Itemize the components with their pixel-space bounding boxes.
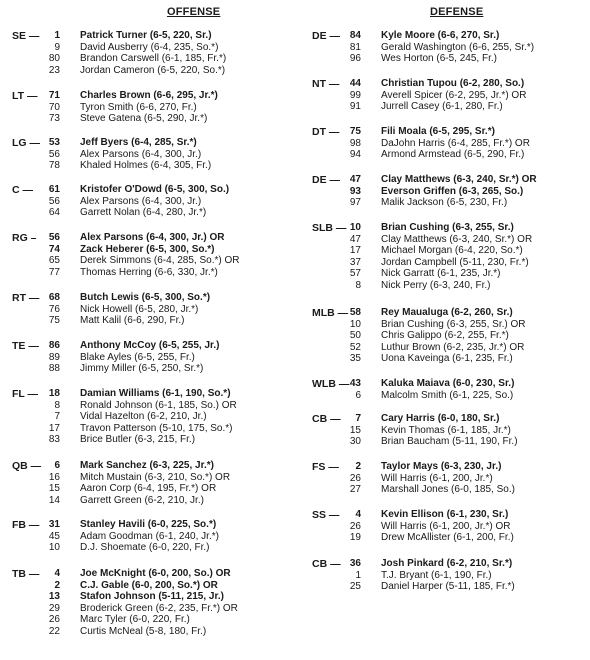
position-label: DT — [312, 126, 340, 138]
jersey-number: 26 [48, 614, 60, 625]
position-label: TE — [12, 340, 39, 352]
player-info: Garrett Green (6-2, 210, Jr.) [80, 494, 204, 506]
position-label: CB — [312, 558, 341, 570]
jersey-number: 78 [48, 160, 60, 171]
player-info: Charles Brown (6-6, 295, Jr.*) [80, 90, 218, 101]
jersey-number: 19 [349, 532, 361, 543]
player-info: Will Harris (6-1, 200, Jr.*) [381, 472, 493, 484]
player-info: Marshall Jones (6-0, 185, So.) [381, 484, 515, 495]
jersey-number: 4 [54, 568, 60, 579]
position-label: QB — [12, 460, 42, 472]
player-info: Thomas Herring (6-6, 330, Jr.*) [80, 266, 218, 278]
player-info: Nick Perry (6-3, 240, Fr.) [381, 279, 491, 291]
player-info: C.J. Gable (6-0, 200, So.*) OR [80, 579, 218, 591]
player-info: Drew McAllister (6-1, 200, Fr.) [381, 532, 514, 543]
player-info: Derek Simmons (6-4, 285, So.*) OR [80, 255, 240, 266]
player-info: Steve Gatena (6-5, 290, Jr.*) [80, 113, 208, 124]
position-label: LT — [12, 90, 38, 102]
player-info: Adam Goodman (6-1, 240, Jr.*) [80, 530, 219, 542]
player-info: Kaluka Maiava (6-0, 230, Sr.) [381, 378, 515, 389]
jersey-number: 23 [48, 64, 60, 76]
jersey-number: 8 [355, 279, 361, 291]
position-label: WLB — [312, 378, 350, 390]
player-info: Alex Parsons (6-4, 300, Jr.) [80, 195, 202, 207]
player-info: Chris Galippo (6-2, 255, Fr.*) [381, 330, 509, 341]
position-label: LG — [12, 137, 40, 149]
jersey-number: 15 [48, 483, 60, 494]
position-label: SE — [12, 30, 40, 42]
jersey-number: 97 [349, 197, 361, 208]
jersey-number: 37 [349, 256, 361, 268]
jersey-number: 77 [48, 266, 60, 278]
player-info: Will Harris (6-1, 200, Jr.*) OR [381, 520, 511, 532]
jersey-number: 45 [48, 530, 60, 542]
player-info: Stafon Johnson (5-11, 215, Jr.) [80, 591, 224, 602]
jersey-number: 2 [54, 579, 60, 591]
player-info: Cary Harris (6-0, 180, Sr.) [381, 413, 500, 424]
player-info: Everson Griffen (6-3, 265, So.) [381, 185, 524, 197]
jersey-number: 17 [48, 422, 60, 434]
jersey-number: 84 [349, 30, 361, 41]
position-label: DE — [312, 30, 341, 42]
jersey-number: 61 [48, 184, 60, 195]
jersey-number: 93 [349, 185, 361, 197]
jersey-number: 6 [54, 460, 60, 471]
jersey-number: 71 [48, 90, 60, 101]
position-label: FS — [312, 461, 339, 473]
player-info: Joe McKnight (6-0, 200, So.) OR [80, 568, 231, 579]
player-info: Blake Ayles (6-5, 255, Fr.) [80, 351, 195, 363]
jersey-number: 25 [349, 581, 361, 592]
position-label: DE — [312, 174, 341, 186]
jersey-number: 50 [349, 330, 361, 341]
jersey-number: 98 [349, 137, 361, 149]
jersey-number: 89 [48, 351, 60, 363]
jersey-number: 7 [355, 413, 361, 424]
player-info: Butch Lewis (6-5, 300, So.*) [80, 292, 211, 303]
jersey-number: 18 [48, 388, 60, 399]
player-info: Anthony McCoy (6-5, 255, Jr.) [80, 340, 220, 351]
player-info: Brian Cushing (6-3, 255, Sr.) OR [381, 318, 526, 330]
jersey-number: 31 [48, 519, 60, 530]
jersey-number: 13 [48, 591, 60, 602]
player-info: Zack Heberer (6-5, 300, So.*) [80, 243, 215, 255]
player-info: Broderick Green (6-2, 235, Fr.*) OR [80, 602, 238, 614]
jersey-number: 36 [349, 558, 361, 569]
player-info: Clay Matthews (6-3, 240, Sr.*) OR [381, 174, 537, 185]
player-info: Nick Howell (6-5, 280, Jr.*) [80, 303, 199, 315]
jersey-number: 9 [54, 41, 60, 53]
player-info: Brian Baucham (5-11, 190, Fr.) [381, 436, 518, 447]
player-info: Kevin Ellison (6-1, 230, Sr.) [381, 509, 509, 520]
jersey-number: 26 [349, 520, 361, 532]
player-info: Marc Tyler (6-0, 220, Fr.) [80, 614, 190, 625]
jersey-number: 58 [349, 307, 361, 318]
jersey-number: 65 [48, 255, 60, 266]
jersey-number: 81 [349, 41, 361, 53]
player-info: Damian Williams (6-1, 190, So.*) [80, 388, 231, 399]
player-info: Luthur Brown (6-2, 235, Jr.*) OR [381, 341, 525, 353]
position-label: FB — [12, 519, 40, 531]
player-info: Khaled Holmes (6-4, 305, Fr.) [80, 160, 212, 171]
jersey-number: 10 [349, 222, 361, 233]
jersey-number: 56 [48, 148, 60, 160]
player-info: Mark Sanchez (6-3, 225, Jr.*) [80, 460, 214, 471]
player-info: D.J. Shoemate (6-0, 220, Fr.) [80, 542, 210, 553]
position-label: TB — [12, 568, 40, 580]
jersey-number: 43 [349, 378, 361, 389]
player-info: Curtis McNeal (5-8, 180, Fr.) [80, 625, 207, 637]
player-info: Patrick Turner (6-5, 220, Sr.) [80, 30, 212, 41]
jersey-number: 52 [349, 341, 361, 353]
jersey-number: 88 [48, 363, 60, 374]
jersey-number: 14 [48, 494, 60, 506]
jersey-number: 10 [48, 542, 60, 553]
player-info: Wes Horton (6-5, 245, Fr.) [381, 53, 497, 64]
position-label: C — [12, 184, 33, 196]
player-info: Brandon Carswell (6-1, 185, Fr.*) [80, 53, 227, 64]
jersey-number: 30 [349, 436, 361, 447]
jersey-number: 10 [349, 318, 361, 330]
jersey-number: 26 [349, 472, 361, 484]
player-info: Travon Patterson (5-10, 175, So.*) [80, 422, 233, 434]
player-info: Jimmy Miller (6-5, 250, Sr.*) [80, 363, 204, 374]
player-info: Uona Kaveinga (6-1, 235, Fr.) [381, 353, 513, 364]
jersey-number: 6 [355, 389, 361, 401]
player-info: Nick Garratt (6-1, 235, Jr.*) [381, 268, 501, 279]
jersey-number: 56 [48, 195, 60, 207]
jersey-number: 86 [48, 340, 60, 351]
jersey-number: 27 [349, 484, 361, 495]
player-info: Kristofer O'Dowd (6-5, 300, So.) [80, 184, 230, 195]
jersey-number: 15 [349, 424, 361, 436]
offense-header: OFFENSE [167, 6, 221, 18]
position-label: RG – [12, 232, 37, 244]
jersey-number: 56 [48, 232, 60, 243]
player-info: Jeff Byers (6-4, 285, Sr.*) [80, 137, 197, 148]
jersey-number: 68 [48, 292, 60, 303]
player-info: T.J. Bryant (6-1, 190, Fr.) [381, 569, 492, 581]
position-label: NT — [312, 78, 340, 90]
player-info: Michael Morgan (6-4, 220, So.*) [381, 245, 523, 256]
player-info: Clay Matthews (6-3, 240, Sr.*) OR [381, 233, 533, 245]
jersey-number: 75 [48, 315, 60, 326]
jersey-number: 7 [54, 411, 60, 422]
player-info: Gerald Washington (6-6, 255, Sr.*) [381, 41, 535, 53]
defense-header: DEFENSE [430, 6, 484, 18]
player-info: Tyron Smith (6-6, 270, Fr.) [80, 101, 197, 113]
jersey-number: 96 [349, 53, 361, 64]
player-info: Malik Jackson (6-5, 230, Fr.) [381, 197, 508, 208]
jersey-number: 76 [48, 303, 60, 315]
jersey-number: 57 [349, 268, 361, 279]
player-info: Ronald Johnson (6-1, 185, So.) OR [80, 399, 237, 411]
player-info: DaJohn Harris (6-4, 285, Fr.*) OR [381, 137, 530, 149]
jersey-number: 75 [349, 126, 361, 137]
player-info: Christian Tupou (6-2, 280, So.) [381, 78, 525, 89]
jersey-number: 47 [349, 174, 361, 185]
jersey-number: 83 [48, 434, 60, 445]
player-info: Alex Parsons (6-4, 300, Jr.) [80, 148, 202, 160]
jersey-number: 80 [48, 53, 60, 64]
position-label: FL — [12, 388, 39, 400]
jersey-number: 94 [349, 149, 361, 160]
jersey-number: 64 [48, 207, 60, 218]
player-info: Vidal Hazelton (6-2, 210, Jr.) [80, 411, 207, 422]
jersey-number: 22 [48, 625, 60, 637]
jersey-number: 1 [355, 569, 361, 581]
player-info: Averell Spicer (6-2, 295, Jr.*) OR [381, 89, 527, 101]
jersey-number: 2 [355, 461, 361, 472]
jersey-number: 74 [48, 243, 60, 255]
jersey-number: 4 [355, 509, 361, 520]
position-label: MLB — [312, 307, 349, 319]
player-info: David Ausberry (6-4, 235, So.*) [80, 41, 219, 53]
jersey-number: 17 [349, 245, 361, 256]
player-info: Brian Cushing (6-3, 255, Sr.) [381, 222, 514, 233]
player-info: Matt Kalil (6-6, 290, Fr.) [80, 315, 185, 326]
jersey-number: 53 [48, 137, 60, 148]
position-label: CB — [312, 413, 341, 425]
position-label: RT — [12, 292, 40, 304]
player-info: Aaron Corp (6-4, 195, Fr.*) OR [80, 483, 217, 494]
jersey-number: 47 [349, 233, 361, 245]
player-info: Kyle Moore (6-6, 270, Sr.) [381, 30, 500, 41]
jersey-number: 35 [349, 353, 361, 364]
player-info: Alex Parsons (6-4, 300, Jr.) OR [80, 232, 225, 243]
player-info: Brice Butler (6-3, 215, Fr.) [80, 434, 196, 445]
player-info: Jordan Cameron (6-5, 220, So.*) [80, 64, 226, 76]
jersey-number: 70 [48, 101, 60, 113]
player-info: Stanley Havili (6-0, 225, So.*) [80, 519, 217, 530]
player-info: Rey Maualuga (6-2, 260, Sr.) [381, 307, 513, 318]
player-info: Kevin Thomas (6-1, 185, Jr.*) [381, 424, 511, 436]
player-info: Taylor Mays (6-3, 230, Jr.) [381, 461, 502, 472]
player-info: Jurrell Casey (6-1, 280, Fr.) [381, 101, 503, 112]
jersey-number: 44 [349, 78, 361, 89]
player-info: Jordan Campbell (5-11, 230, Fr.*) [381, 256, 529, 268]
jersey-number: 91 [349, 101, 361, 112]
player-info: Josh Pinkard (6-2, 210, Sr.*) [381, 558, 513, 569]
player-info: Fili Moala (6-5, 295, Sr.*) [381, 126, 495, 137]
jersey-number: 29 [48, 602, 60, 614]
player-info: Daniel Harper (5-11, 185, Fr.*) [381, 581, 515, 592]
player-info: Garrett Nolan (6-4, 280, Jr.*) [80, 207, 207, 218]
jersey-number: 73 [48, 113, 60, 124]
position-label: SLB — [312, 222, 347, 234]
jersey-number: 99 [349, 89, 361, 101]
position-label: SS — [312, 509, 340, 521]
player-info: Malcolm Smith (6-1, 225, So.) [381, 389, 514, 401]
jersey-number: 1 [54, 30, 60, 41]
jersey-number: 16 [48, 471, 60, 483]
jersey-number: 8 [54, 399, 60, 411]
player-info: Armond Armstead (6-5, 290, Fr.) [381, 149, 525, 160]
player-info: Mitch Mustain (6-3, 210, So.*) OR [80, 471, 231, 483]
